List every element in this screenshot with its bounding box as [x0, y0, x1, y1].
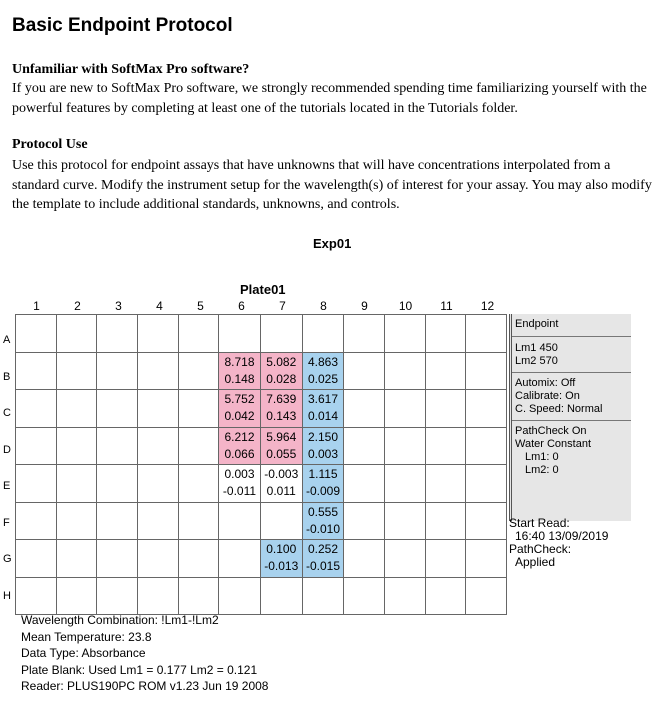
pathcheck-lm1: Lm1: 0: [525, 451, 559, 463]
well[interactable]: [97, 352, 138, 390]
well[interactable]: [302, 390, 344, 428]
well-value-lm1: 5.752: [224, 392, 255, 407]
row-label: G: [3, 553, 12, 565]
well-value-lm1: 2.150: [307, 429, 339, 444]
well[interactable]: [219, 502, 261, 540]
well[interactable]: [260, 502, 302, 540]
well[interactable]: [178, 465, 219, 503]
plate-row: [16, 465, 507, 503]
well[interactable]: [137, 540, 178, 578]
well[interactable]: [219, 352, 261, 390]
well[interactable]: [260, 427, 302, 465]
well[interactable]: [385, 465, 426, 503]
footer-wavelength-combination: Wavelength Combination: !Lm1-!Lm2: [21, 613, 219, 627]
well-value-lm2: -0.015: [305, 559, 341, 574]
well[interactable]: [425, 352, 466, 390]
well-value-lm2: 0.014: [307, 409, 339, 424]
well[interactable]: [97, 315, 138, 353]
well[interactable]: [466, 540, 507, 578]
well[interactable]: [97, 502, 138, 540]
section-heading-unfamiliar: Unfamiliar with SoftMax Pro software?: [12, 62, 250, 77]
page-title: Basic Endpoint Protocol: [12, 15, 233, 36]
column-number: 9: [361, 299, 368, 313]
row-label: C: [3, 407, 11, 419]
well[interactable]: [260, 465, 302, 503]
well[interactable]: [178, 577, 219, 615]
well-value-lm1: 0.003: [224, 467, 255, 482]
column-number: 1: [33, 299, 40, 313]
well[interactable]: [466, 352, 507, 390]
well[interactable]: [385, 502, 426, 540]
well[interactable]: [178, 390, 219, 428]
well[interactable]: [137, 390, 178, 428]
well[interactable]: [56, 390, 97, 428]
well[interactable]: [385, 540, 426, 578]
well[interactable]: [16, 427, 57, 465]
well[interactable]: [178, 352, 219, 390]
row-label: F: [3, 516, 10, 529]
water-constant-label: Water Constant: [515, 438, 592, 450]
well[interactable]: [466, 577, 507, 615]
start-read-info: [509, 517, 608, 569]
well[interactable]: [466, 390, 507, 428]
well[interactable]: [16, 352, 57, 390]
well[interactable]: [260, 390, 302, 428]
calibrate-setting: Calibrate: On: [515, 390, 580, 402]
well[interactable]: [302, 352, 344, 390]
pathcheck-status-label: PathCheck:: [509, 542, 572, 556]
well-value-lm2: -0.009: [305, 484, 341, 499]
column-number: 12: [480, 299, 495, 313]
well-value-lm1: 0.555: [307, 504, 339, 519]
wavelength-lm1: Lm1 450: [515, 342, 558, 354]
column-number: 4: [156, 299, 163, 313]
well[interactable]: [385, 390, 426, 428]
well[interactable]: [344, 390, 385, 428]
well-value-lm2: -0.010: [305, 521, 341, 536]
well[interactable]: [344, 315, 385, 353]
well-value-lm1: 5.082: [266, 354, 297, 369]
well[interactable]: [137, 577, 178, 615]
well[interactable]: [302, 427, 344, 465]
well[interactable]: [97, 390, 138, 428]
well[interactable]: [97, 427, 138, 465]
well[interactable]: [425, 315, 466, 353]
well[interactable]: [385, 427, 426, 465]
column-number: 8: [320, 299, 327, 313]
section-heading-protocol-use: Protocol Use: [12, 137, 88, 152]
well[interactable]: [178, 540, 219, 578]
well-value-lm1: 0.100: [266, 542, 297, 557]
column-number: 7: [279, 299, 286, 313]
well[interactable]: [97, 577, 138, 615]
footer-data-type: Data Type: Absorbance: [21, 646, 146, 660]
well-value-lm1: 3.617: [307, 392, 339, 407]
well[interactable]: [137, 315, 178, 353]
well[interactable]: [344, 502, 385, 540]
well[interactable]: [302, 502, 344, 540]
footer-reader: Reader: PLUS190PC ROM v1.23 Jun 19 2008: [21, 679, 269, 693]
well[interactable]: [16, 390, 57, 428]
well[interactable]: [16, 465, 57, 503]
well[interactable]: [16, 315, 57, 353]
well[interactable]: [137, 465, 178, 503]
well[interactable]: [56, 577, 97, 615]
section-body-protocol-use: Use this protocol for endpoint assays that have unknowns that will have concentrations interpolated from a standard curve. Modify the instrument setup for the wavelength(s) of interest for your assay. You may also modify the template to include additional standards, unknowns, and controls.: [12, 158, 652, 212]
well-value-lm2: 0.143: [266, 409, 297, 424]
well[interactable]: [260, 315, 302, 353]
pathcheck-status-value: Applied: [515, 555, 556, 569]
plate-row: [16, 427, 507, 465]
plate-name[interactable]: Plate01: [240, 282, 286, 297]
well-value-lm2: 0.042: [224, 409, 255, 424]
plate-row: [16, 577, 507, 615]
well[interactable]: [466, 502, 507, 540]
well[interactable]: [56, 427, 97, 465]
well[interactable]: [302, 540, 344, 578]
well-value-lm2: 0.066: [224, 446, 255, 461]
well-value-lm2: 0.055: [266, 446, 297, 461]
well[interactable]: [178, 502, 219, 540]
well-value-lm2: 0.028: [266, 371, 297, 386]
row-label: H: [3, 589, 11, 602]
well[interactable]: [425, 427, 466, 465]
well[interactable]: [56, 465, 97, 503]
well[interactable]: [466, 315, 507, 353]
well[interactable]: [137, 352, 178, 390]
well[interactable]: [260, 540, 302, 578]
well[interactable]: [219, 315, 261, 353]
well[interactable]: [219, 465, 261, 503]
well[interactable]: [56, 315, 97, 353]
well[interactable]: [344, 352, 385, 390]
well[interactable]: [178, 315, 219, 353]
well[interactable]: [466, 427, 507, 465]
instrument-settings-panel[interactable]: [509, 314, 631, 521]
well[interactable]: [137, 427, 178, 465]
well[interactable]: [16, 577, 57, 615]
well[interactable]: [385, 315, 426, 353]
plate-row: [16, 315, 507, 353]
well[interactable]: [16, 540, 57, 578]
column-number: 10: [398, 299, 413, 313]
row-label: B: [3, 370, 11, 383]
well[interactable]: [344, 540, 385, 578]
plate-grid[interactable]: [15, 314, 507, 615]
well[interactable]: [219, 390, 261, 428]
well-value-lm1: 5.964: [266, 429, 297, 444]
column-number: 5: [197, 299, 204, 313]
well[interactable]: [425, 540, 466, 578]
row-label: D: [3, 443, 11, 456]
well[interactable]: [178, 427, 219, 465]
well[interactable]: [344, 577, 385, 615]
well[interactable]: [219, 540, 261, 578]
well[interactable]: [466, 465, 507, 503]
row-label: E: [3, 480, 11, 492]
column-number: 3: [115, 299, 122, 313]
pathcheck-setting: PathCheck On: [515, 425, 587, 437]
well[interactable]: [56, 540, 97, 578]
well[interactable]: [425, 577, 466, 615]
well-value-lm1: 1.115: [308, 467, 338, 482]
well[interactable]: [219, 577, 261, 615]
plate-info-footer: [21, 612, 268, 695]
experiment-name[interactable]: Exp01: [313, 236, 352, 251]
well[interactable]: [302, 577, 344, 615]
well[interactable]: [219, 427, 261, 465]
well-value-lm2: 0.148: [224, 371, 255, 386]
well-value-lm1: 8.718: [224, 354, 255, 369]
well[interactable]: [302, 465, 344, 503]
well[interactable]: [425, 502, 466, 540]
well[interactable]: [260, 352, 302, 390]
well[interactable]: [16, 502, 57, 540]
plate-row: [16, 502, 507, 540]
row-label: A: [3, 334, 11, 346]
well[interactable]: [425, 390, 466, 428]
pathcheck-lm2: Lm2: 0: [525, 464, 559, 476]
well[interactable]: [385, 577, 426, 615]
well[interactable]: [260, 577, 302, 615]
column-number: 11: [440, 299, 453, 313]
well-value-lm1: 0.252: [307, 542, 339, 557]
well[interactable]: [344, 465, 385, 503]
well[interactable]: [385, 352, 426, 390]
plate-row: [16, 390, 507, 428]
plate-row: [16, 540, 507, 578]
well[interactable]: [302, 315, 344, 353]
read-mode: Endpoint: [515, 318, 559, 330]
well-value-lm2: 0.025: [307, 371, 339, 386]
well[interactable]: [56, 502, 97, 540]
well[interactable]: [344, 427, 385, 465]
column-number: 6: [238, 299, 245, 313]
well[interactable]: [56, 352, 97, 390]
footer-plate-blank: Plate Blank: Used Lm1 = 0.177 Lm2 = 0.121: [21, 662, 258, 677]
plate-row: [16, 352, 507, 390]
well-value-lm1: 4.863: [307, 354, 339, 369]
well-value-lm1: 7.639: [266, 392, 297, 407]
speed-setting: C. Speed: Normal: [515, 403, 603, 415]
wavelength-lm2: Lm2 570: [515, 355, 558, 367]
well[interactable]: [137, 502, 178, 540]
automix-setting: Automix: Off: [515, 377, 576, 389]
well-value-lm1: -0.003: [264, 467, 299, 482]
well[interactable]: [425, 465, 466, 503]
start-read-label: Start Read:: [509, 516, 570, 530]
well[interactable]: [97, 465, 138, 503]
start-read-time: 16:40 13/09/2019: [515, 529, 609, 543]
column-number: 2: [74, 299, 81, 313]
well-value-lm2: -0.013: [264, 559, 299, 574]
footer-mean-temperature: Mean Temperature: 23.8: [21, 629, 152, 644]
well-value-lm1: 6.212: [224, 429, 255, 444]
well-value-lm2: 0.011: [266, 484, 296, 499]
well-value-lm2: 0.003: [307, 446, 339, 461]
well-value-lm2: -0.011: [222, 484, 257, 499]
well[interactable]: [97, 540, 138, 578]
section-body-unfamiliar: If you are new to SoftMax Pro software, we strongly recommended spending time familiarizing yourself with the powerful features by completing at least one of the tutorials located in the Tutorials folder.: [12, 81, 647, 116]
